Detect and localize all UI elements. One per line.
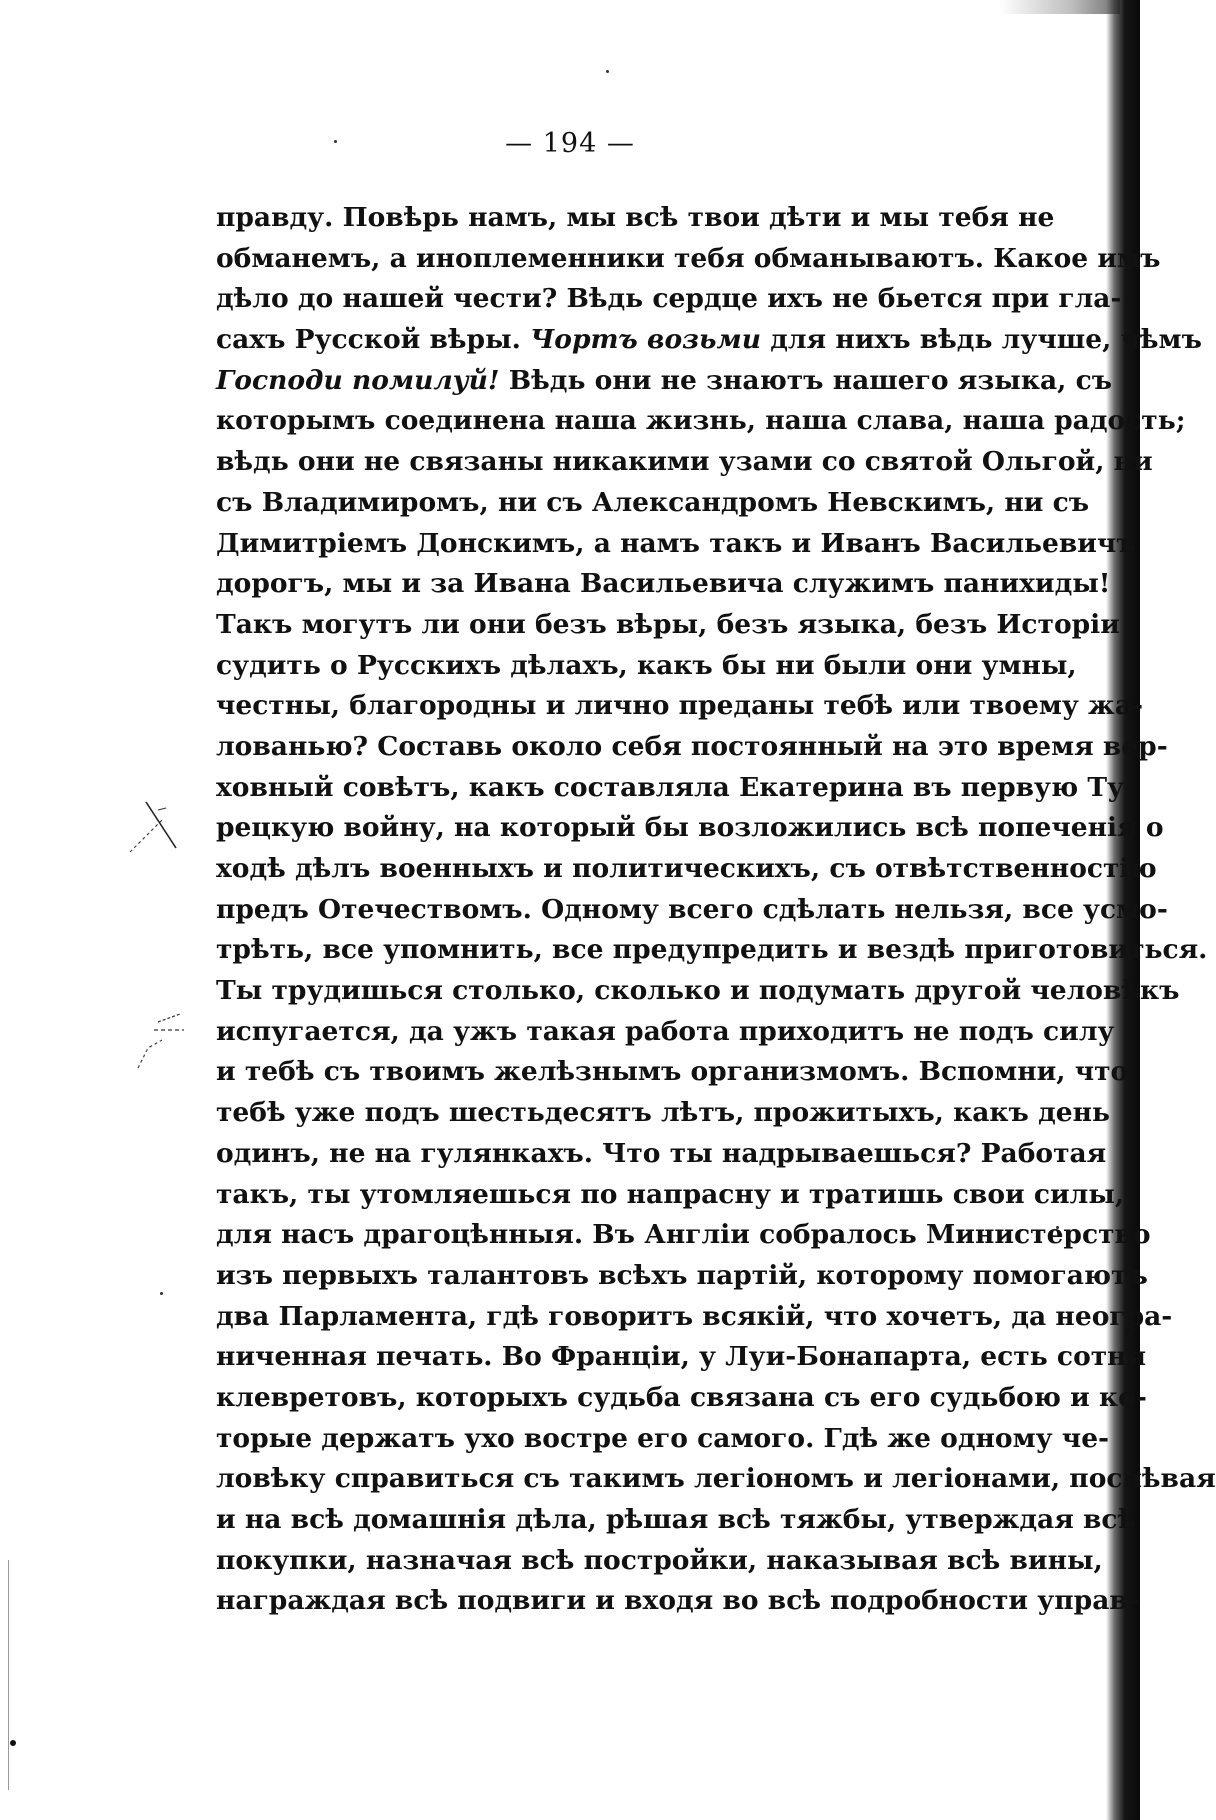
text-segment: ниченная печать. Во Франціи, у Луи-Бонапарта, есть сотня xyxy=(216,1341,1147,1373)
text-segment: рецкую войну, на который бы возложились всѣ попеченія о xyxy=(216,812,1164,844)
text-segment: ходѣ дѣлъ военныхъ и политическихъ, съ отвѣтственностію xyxy=(216,853,1157,884)
text-segment: лованью? Составь около себя постоянный на это время вер- xyxy=(216,730,1168,762)
text-line xyxy=(216,1297,1173,1338)
body-text xyxy=(216,198,1216,1622)
text-line xyxy=(216,239,1161,280)
text-segment: клевретовъ, которыхъ судьба связана съ его судьбою и ко- xyxy=(216,1381,1147,1413)
text-segment: дѣло до нашей чести? Вѣдь сердце ихъ не бьется при гла- xyxy=(216,283,1122,315)
text-segment: для насъ драгоцѣнныя. Въ Англіи собралось Министерство xyxy=(216,1219,1151,1251)
text-segment: для нихъ вѣдь лучше, чѣмъ xyxy=(760,324,1202,356)
text-line xyxy=(216,686,1143,727)
text-line xyxy=(216,320,1202,361)
text-line xyxy=(216,1459,1216,1500)
text-segment: которымъ соединена наша жизнь, наша слава, наша радость; xyxy=(216,405,1186,437)
scan-margin-line xyxy=(8,1560,9,1790)
margin-cross-mark xyxy=(118,790,218,870)
text-line xyxy=(216,1419,1110,1460)
text-line xyxy=(216,1337,1147,1378)
text-line xyxy=(216,564,1111,605)
text-line xyxy=(216,849,1157,890)
text-segment: вѣдь они не связаны никакими узами со святой Ольгой, ни xyxy=(216,446,1153,478)
text-segment: честны, благородны и лично преданы тебѣ или твоему жа- xyxy=(216,690,1143,722)
text-line xyxy=(216,1012,1115,1053)
text-segment: правду. Повѣрь намъ, мы всѣ твои дѣти и мы тебя не xyxy=(216,202,1055,233)
page-number: — 194 — xyxy=(505,128,635,159)
text-line xyxy=(216,1093,1110,1134)
margin-dash-mark xyxy=(118,1000,218,1080)
text-line xyxy=(216,1134,1107,1175)
text-line xyxy=(216,808,1164,849)
text-segment: трѣть, все упомнить, все предупредить и вездѣ приготовиться. xyxy=(216,934,1208,966)
text-segment: предъ Отечествомъ. Одному всего сдѣлать нельзя, все усмо- xyxy=(216,893,1168,925)
scan-speck xyxy=(10,1740,16,1746)
text-line xyxy=(216,279,1122,320)
text-line xyxy=(216,890,1168,931)
text-segment: два Парламента, гдѣ говоритъ всякій, что хочетъ, да неогра- xyxy=(216,1300,1173,1332)
text-segment: судить о Русскихъ дѣлахъ, какъ бы ни были они умны, xyxy=(216,649,1077,681)
text-line xyxy=(216,442,1153,483)
text-segment: обманемъ, а иноплеменники тебя обманываютъ. Какое имъ xyxy=(216,242,1161,274)
text-segment: тебѣ уже подъ шестьдесятъ лѣтъ, прожитыхъ, какъ день xyxy=(216,1097,1110,1129)
text-line xyxy=(216,1541,1103,1582)
text-line xyxy=(216,483,1090,524)
text-line xyxy=(216,605,1120,646)
text-segment: съ Владимиромъ, ни съ Александромъ Невскимъ, ни съ xyxy=(216,486,1090,518)
text-segment: дорогъ, мы и за Ивана Васильевича служимъ панихиды! xyxy=(216,568,1111,600)
italic-phrase: Господи помилуй! xyxy=(216,364,500,396)
text-segment: ловѣку справиться съ такимъ легіономъ и легіонами, поспѣвая xyxy=(216,1463,1216,1495)
text-line xyxy=(216,1052,1129,1093)
text-segment: такъ, ты утомляешься по напрасну и тратишь свои силы, xyxy=(216,1178,1125,1210)
text-line xyxy=(216,971,1180,1012)
text-segment: и тебѣ съ твоимъ желѣзнымъ организмомъ. Вспомни, что xyxy=(216,1056,1129,1088)
text-segment: Такъ могутъ ли они безъ вѣры, безъ языка, безъ Исторіи xyxy=(216,608,1120,640)
text-segment: сахъ Русской вѣры. xyxy=(216,324,531,356)
text-segment: Вѣдь они не знаютъ нашего языка, съ xyxy=(499,364,1113,396)
text-line xyxy=(216,768,1136,809)
text-segment: ховный совѣтъ, какъ составляла Екатерина въ первую Ту- xyxy=(216,771,1136,803)
text-segment: изъ первыхъ талантовъ всѣхъ партій, которому помогаютъ xyxy=(216,1259,1148,1291)
text-segment: покупки, назначая всѣ постройки, наказывая всѣ вины, xyxy=(216,1544,1103,1576)
text-line xyxy=(216,1581,1139,1622)
text-line xyxy=(216,524,1137,565)
text-segment: Димитріемъ Донскимъ, а намъ такъ и Иванъ Васильевичъ xyxy=(216,527,1137,559)
text-line xyxy=(216,1500,1137,1541)
scan-corner-shadow xyxy=(1000,0,1120,14)
scan-dot xyxy=(334,140,337,143)
text-line xyxy=(216,646,1077,687)
text-line xyxy=(216,930,1208,971)
text-line xyxy=(216,198,1054,239)
text-segment: одинъ, не на гулянкахъ. Что ты надрываешься? Работая xyxy=(216,1137,1107,1169)
italic-phrase: Чортъ возьми xyxy=(530,324,761,356)
text-line xyxy=(216,401,1186,442)
text-segment: награждая всѣ подвиги и входя во всѣ подробности управ- xyxy=(216,1585,1139,1617)
text-segment: Ты трудишься столько, сколько и подумать другой человѣкъ xyxy=(216,975,1180,1007)
text-segment: торые держатъ ухо востре его самого. Гдѣ же одному че- xyxy=(216,1422,1110,1454)
text-segment: и на всѣ домашнія дѣла, рѣшая всѣ тяжбы, утверждая всѣ xyxy=(216,1504,1137,1535)
scan-dot xyxy=(606,70,609,73)
text-segment: испугается, да ужъ такая работа приходитъ не подъ силу xyxy=(216,1015,1115,1047)
text-line xyxy=(216,1175,1125,1216)
text-line xyxy=(216,1256,1148,1297)
scan-dot xyxy=(160,1292,163,1295)
text-line xyxy=(216,1215,1151,1256)
text-line xyxy=(216,727,1168,768)
text-line xyxy=(216,1378,1147,1419)
text-line xyxy=(216,361,1113,402)
